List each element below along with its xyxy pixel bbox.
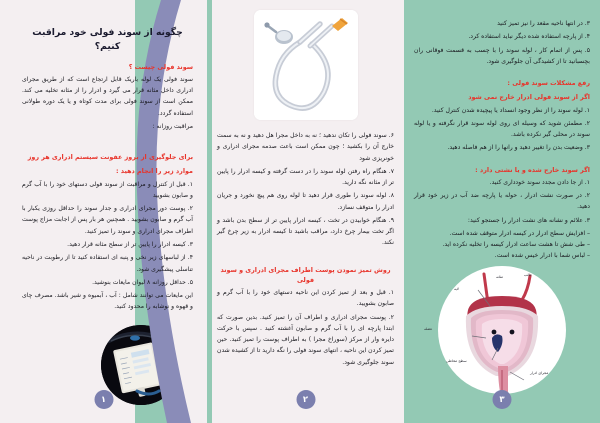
right-s2-item-4: ۴. از لباسهای زیر نخی و پنبه ای استفاده کنید تا از رطوبت در ناحیه تناسلی پیشگیری شود. [22,254,193,273]
left-s1-item-2: ۲. مطمئن شوید که وسیله ای روی لوله سوند قرار نگرفته و یا لوله سوند در محلی گیر نکرده باشد. [414,119,590,139]
right-section1-body: سوند فولی یک لوله باریک قابل ارتجاع است که از طریق مجرای ادراری داخل مثانه قرار می گیرد و ادرار را از مثانه تخلیه می کند. ممکن است از سوند فولی برای مدت کوتاه و یا یک دوره طولانی استفاده گردد. [22,75,193,117]
right-daily-care-note: مراقبت روزانه : [152,122,193,130]
mid-item-6: ۶. سوند فولی را تکان ندهید ؛ نه به داخل مجرا هل دهید و نه به سمت خارج آن را بکشید ؛ چون ممکن است باعث صدمه مجرای ادراری و خونریزی شود [217,132,394,162]
left-s2-item-2: ۲. در صورت نشت ادرار ، حوله یا پارچه ضد آب در زیر خود قرار دهید. [414,192,590,211]
right-s2-item-1: ۱. قبل از کنترل و مراقبت از سوند فولی دستهای خود را با آب گرم و صابون بشویید [22,180,193,199]
cover-title: چگونه از سوند فولی خود مراقبت کنیم؟ [32,27,183,52]
mid-item-8: ۸. لوله سوند را طوری قرار دهید تا لوله روی هم پیچ نخورد و جریان ادرار را متوقف نسازد. [217,192,394,211]
page-number-2: ۲ [296,390,315,409]
bladder-anatomy-diagram [412,266,592,406]
left-item-3: ۳. در انتها ناحیه مقعد را نیز تمیز کنید [497,20,590,27]
left-item-5: ۵. پس از اتمام کار ، لوله سوند را با چسب به قسمت فوقانی ران بچسبانید تا از کشیدگی آن جلوگیری شود. [414,46,590,65]
mid-section-heading: روش تمیز نمودن پوست اطراف مجرای ادراری و سوند فولی [220,265,391,284]
right-section2-note: این مایعات می توانند شامل : آب ، آبمیوه و شیر باشد. مصرف چای و قهوه و نوشابه را محدود کنید. [22,292,193,311]
left-item-4: ۴. از پارچه استفاده شده دیگر نباید استفاده کرد. [468,33,590,41]
panel-page-2 [207,0,404,423]
foley-catheter-svg [254,10,358,120]
mid-bottom-item-1: ۱. قبل و بعد از تمیز کردن این ناحیه دستهای خود را با آب گرم و صابون بشویید. [217,289,394,308]
right-s2-item-2: ۲. پوست دور مجرای ادراری و جدار سوند را حداقل روزی یکبار با آب گرم و صابون بشویید . همچنین هر بار پس از اجابت مزاج پوست اطراف مجرای ادراری و سوند را تمیز کنید. [22,205,193,235]
anat-label-halib: حالب [524,272,532,277]
panel-page-3 [404,0,600,423]
anat-label-mokhati: سطح مخاطی [446,358,467,363]
anat-label-majra: مجرای ادرار [530,370,549,375]
mid-item-7: ۷. هنگام راه رفتن لوله سوند را در دست گرفته و کیسه ادرار را پایین تر از مثانه نگه دارید. [217,167,394,187]
left-s2-item-3: ۳. علائم و نشانه های نشت ادرار را جستجو کنید: [467,216,590,224]
panel-page-1 [0,0,207,423]
foley-catheter-photo [254,10,358,120]
left-s2-item-1: ۱. از جا دادن مجدد سوند خودداری کنید. [489,178,590,186]
mid-bottom-item-2: ۲. پوست مجرای ادراری و اطراف آن را تمیز کنید. بدین صورت که ابتدا پارچه ای را با آب گرم و صابون آغشته کنید . سپس با حرکت دایره وار از مرکز (سوراخ مجرا ) به اطراف پوست را تمیز کنید. حین تمیز کردن این ناحیه ، انتهای سوند فولی را نگه دارید تا از کشیده شدن سوند جلوگیری شود. [217,313,394,366]
left-section2-heading: اگر سوند خارج شده و یا نشتی دارد : [475,165,590,174]
page-number-1: ۱ [94,390,113,409]
right-section2-heading-line1: برای جلوگیری از بروز عفونت سیستم ادراری هر روز [27,153,193,162]
left-s1-item-1: ۱. لوله سوند را از نظر وجود انسداد یا پیچیده شدن کنترل کنید. [431,106,590,114]
page-number-3: ۳ [493,390,512,409]
anat-label-azoleh: عضله [424,326,433,331]
left-bullet-1: – افزایش سطح ادرار در کیسه ادرار متوقف شده است. [449,229,590,237]
mid-item-9: ۹. هنگام خوابیدن در تخت ، کیسه ادرار پایین تر از سطح بدن باشد و اگر تخت بیمار چرخ دارد، مراقب باشید تا کیسه ادرار به زیر چرخ گیر نکند. [217,216,394,247]
left-bullet-2: – طی شش تا هشت ساعت ادرار کیسه را تخلیه نکرده اید. [442,241,590,249]
anat-label-laayeh: لایه [454,286,459,291]
left-section1-sub: اگر از سوند فولی ادرار خارج نمی شود [468,93,590,102]
right-section1-heading: سوند فولی چیست ؟ [128,62,193,71]
right-section2-heading-line2: موارد زیر را انجام دهید : [115,167,193,176]
right-s2-item-3: ۳. کیسه ادرار را پایین تر از سطح مثانه قرار دهید. [67,241,193,248]
left-s1-item-3: ۳. وضعیت بدن را تغییر دهید و رانها را از هم فاصله دهید. [447,144,590,152]
left-bullet-3: – لباس شما با ادرار خیس شده است. [494,252,590,260]
right-s2-item-5: ۵. حداقل روزانه ۸ لیوان مایعات بنوشید. [92,278,193,286]
left-section1-heading: رفع مشکلات سوند فولی : [507,79,590,88]
anat-label-masaneh: مثانه [496,274,504,279]
